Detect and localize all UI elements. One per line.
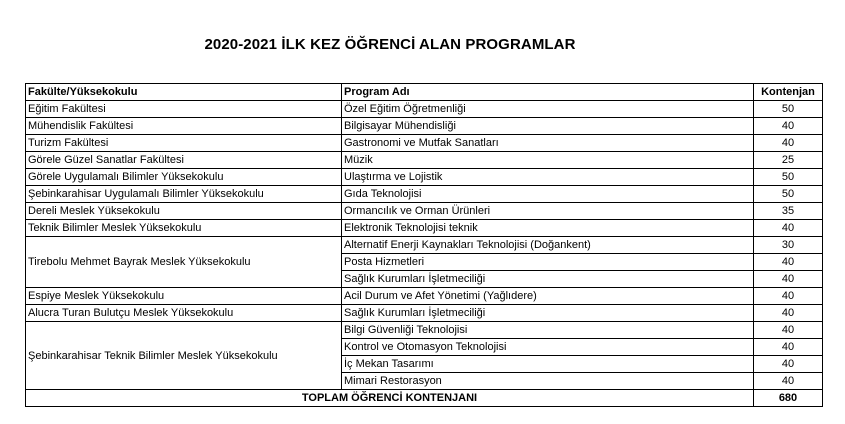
program-cell: İç Mekan Tasarımı — [342, 356, 754, 373]
faculty-cell: Eğitim Fakültesi — [26, 101, 342, 118]
program-cell: Mimari Restorasyon — [342, 373, 754, 390]
faculty-cell: Teknik Bilimler Meslek Yüksekokulu — [26, 220, 342, 237]
program-cell: Ormancılık ve Orman Ürünleri — [342, 203, 754, 220]
table-row — [26, 186, 823, 203]
header-program: Program Adı — [342, 84, 754, 101]
quota-cell: 40 — [754, 271, 823, 288]
table-body — [26, 101, 823, 390]
table-row — [26, 101, 823, 118]
total-label: TOPLAM ÖĞRENCİ KONTENJANI — [26, 390, 754, 407]
header-faculty: Fakülte/Yüksekokulu — [26, 84, 342, 101]
programs-table — [25, 83, 823, 407]
quota-cell: 40 — [754, 373, 823, 390]
quota-cell: 50 — [754, 186, 823, 203]
faculty-cell: Espiye Meslek Yüksekokulu — [26, 288, 342, 305]
quota-cell: 40 — [754, 220, 823, 237]
program-cell: Gastronomi ve Mutfak Sanatları — [342, 135, 754, 152]
faculty-cell: Şebinkarahisar Teknik Bilimler Meslek Yüksekokulu — [26, 322, 342, 390]
quota-cell: 25 — [754, 152, 823, 169]
quota-cell: 40 — [754, 135, 823, 152]
table-row — [26, 203, 823, 220]
quota-cell: 40 — [754, 118, 823, 135]
faculty-cell: Turizm Fakültesi — [26, 135, 342, 152]
program-cell: Acil Durum ve Afet Yönetimi (Yağlıdere) — [342, 288, 754, 305]
header-quota: Kontenjan — [754, 84, 823, 101]
table-row — [26, 169, 823, 186]
faculty-cell: Tirebolu Mehmet Bayrak Meslek Yüksekokulu — [26, 237, 342, 288]
faculty-cell: Görele Güzel Sanatlar Fakültesi — [26, 152, 342, 169]
faculty-cell: Alucra Turan Bulutçu Meslek Yüksekokulu — [26, 305, 342, 322]
quota-cell: 40 — [754, 288, 823, 305]
table-row — [26, 152, 823, 169]
program-cell: Elektronik Teknolojisi teknik — [342, 220, 754, 237]
quota-cell: 30 — [754, 237, 823, 254]
quota-cell: 35 — [754, 203, 823, 220]
program-cell: Özel Eğitim Öğretmenliği — [342, 101, 754, 118]
total-row — [26, 390, 823, 407]
program-cell: Gıda Teknolojisi — [342, 186, 754, 203]
table-row — [26, 322, 823, 339]
quota-cell: 40 — [754, 305, 823, 322]
faculty-cell: Görele Uygulamalı Bilimler Yüksekokulu — [26, 169, 342, 186]
total-value: 680 — [754, 390, 823, 407]
faculty-cell: Şebinkarahisar Uygulamalı Bilimler Yüksekokulu — [26, 186, 342, 203]
program-cell: Posta Hizmetleri — [342, 254, 754, 271]
program-cell: Bilgisayar Mühendisliği — [342, 118, 754, 135]
page-title: 2020-2021 İLK KEZ ÖĞRENCİ ALAN PROGRAMLAR — [204, 36, 576, 53]
table-row — [26, 305, 823, 322]
quota-cell: 40 — [754, 322, 823, 339]
table-row — [26, 118, 823, 135]
program-cell: Bilgi Güvenliği Teknolojisi — [342, 322, 754, 339]
program-cell: Müzik — [342, 152, 754, 169]
program-cell: Sağlık Kurumları İşletmeciliği — [342, 271, 754, 288]
program-cell: Ulaştırma ve Lojistik — [342, 169, 754, 186]
program-cell: Alternatif Enerji Kaynakları Teknolojisi (Doğankent) — [342, 237, 754, 254]
quota-cell: 50 — [754, 101, 823, 118]
faculty-cell: Mühendislik Fakültesi — [26, 118, 342, 135]
program-cell: Kontrol ve Otomasyon Teknolojisi — [342, 339, 754, 356]
table-row — [26, 135, 823, 152]
quota-cell: 40 — [754, 356, 823, 373]
faculty-cell: Dereli Meslek Yüksekokulu — [26, 203, 342, 220]
table-row — [26, 237, 823, 254]
quota-cell: 50 — [754, 169, 823, 186]
table-row — [26, 288, 823, 305]
program-cell: Sağlık Kurumları İşletmeciliği — [342, 305, 754, 322]
table-row — [26, 220, 823, 237]
table-header-row — [26, 84, 823, 101]
quota-cell: 40 — [754, 339, 823, 356]
quota-cell: 40 — [754, 254, 823, 271]
